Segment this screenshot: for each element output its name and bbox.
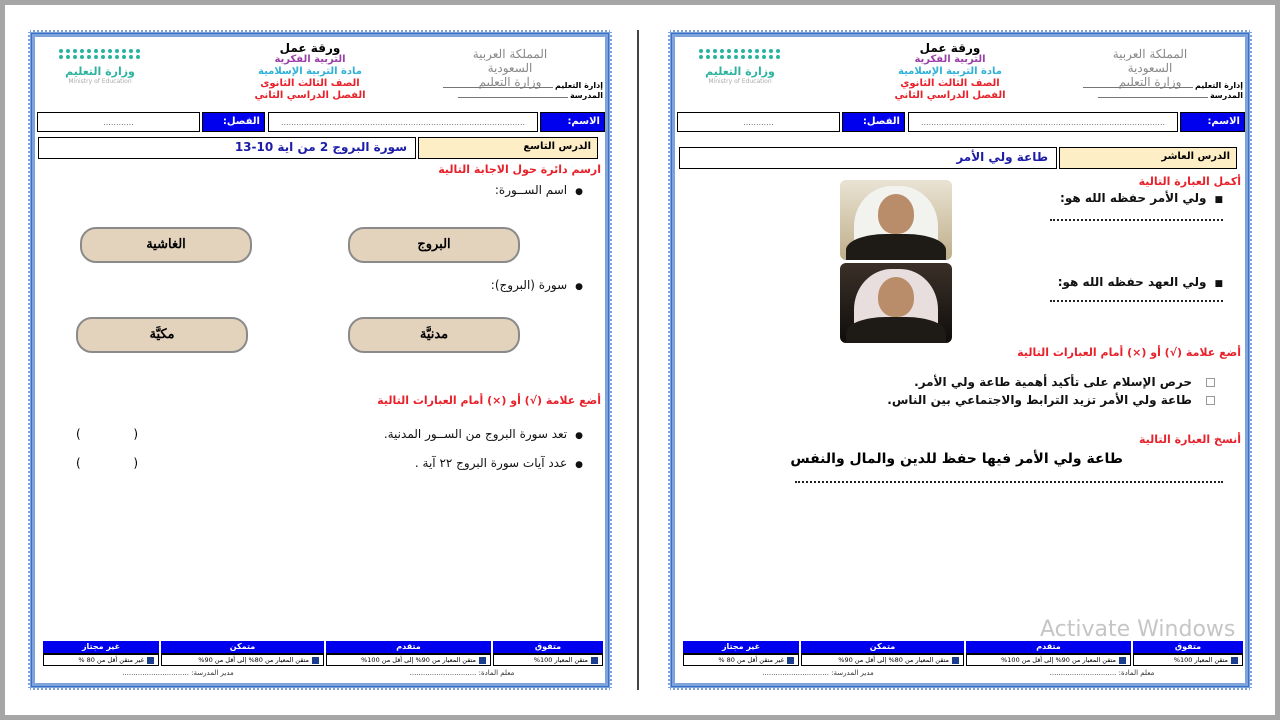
crown-prince-photo — [840, 263, 952, 343]
criterion-3[interactable]: متقن المعيار من 80% إلى أقل من 90% — [801, 653, 964, 666]
tf-answer-2[interactable]: ( ) — [76, 456, 138, 470]
circle-heading: ارسم دائرة حول الاجابة التالية — [438, 163, 601, 176]
class-label: الفصل: — [842, 112, 905, 132]
copy-answer-line[interactable] — [795, 481, 1223, 483]
lesson-title: طاعة ولي الأمر — [679, 147, 1057, 169]
copy-text: طاعة ولي الأمر فيها حفظ للدين والمال والنفس — [790, 451, 1123, 467]
checkbox-icon — [479, 657, 486, 664]
option-makkiya[interactable]: مكيَّة — [76, 317, 248, 353]
option-madaniya[interactable]: مدنيَّة — [348, 317, 520, 353]
checkbox-icon — [312, 657, 319, 664]
tf-statement-1: حرص الإسلام على تأكيد أهمية طاعة ولي الأمر. — [914, 375, 1215, 389]
checkbox-icon — [591, 657, 598, 664]
tf-statement-1: ●تعد سورة البروج من الســور المدنية. — [383, 427, 583, 441]
true-false-heading: أضع علامة (√) أو (×) أمام العبارات التالية — [1017, 346, 1241, 359]
tf-statement-2: ●عدد آيات سورة البروج ٢٢ آية . — [414, 456, 583, 470]
criterion-2[interactable]: متقن المعيار من 90% إلى أقل من 100% — [966, 653, 1131, 666]
true-false-heading: أضع علامة (√) أو (×) أمام العبارات التالية — [377, 394, 601, 407]
criterion-4[interactable]: غير متقن أقل من 80 % — [43, 653, 159, 666]
checkbox-icon — [147, 657, 154, 664]
criterion-3[interactable]: متقن المعيار من 80% إلى أقل من 90% — [161, 653, 324, 666]
option-ghashiya[interactable]: الغاشية — [80, 227, 252, 263]
name-field[interactable]: ................................................................................................ — [268, 112, 538, 132]
answer-line-1[interactable] — [1050, 219, 1223, 221]
ministry-logo: وزارة التعليم Ministry of Education — [685, 49, 795, 107]
tf-statement-2: طاعة ولي الأمر تزيد الترابط والاجتماعي بين الناس. — [887, 393, 1215, 407]
complete-1: ■ولي الأمر حفظه الله هو: — [1060, 191, 1223, 205]
checkbox-icon — [952, 657, 959, 664]
worksheet-title-block: ورقة عمل التربية الفكرية مادة التربية الإسلامية الصف الثالث الثانوى الفصل الدراسي الثاني — [254, 41, 366, 101]
criterion-2[interactable]: متقن المعيار من 90% إلى أقل من 100% — [326, 653, 491, 666]
activate-windows-watermark: Activate Windows — [1040, 617, 1236, 642]
checkbox[interactable] — [1206, 378, 1215, 387]
complete-heading: أكمل العبارة التالية — [1138, 175, 1241, 188]
checkbox-icon — [1119, 657, 1126, 664]
kingdom-seal: المملكة العربية السعودية وزارة التعليم — [472, 47, 548, 89]
class-field[interactable]: ............ — [677, 112, 840, 132]
teacher-signature: معلم المادة: .............................. — [1049, 669, 1155, 677]
name-label: الاسم: — [540, 112, 605, 132]
principal-signature: مدير المدرسة: .............................. — [762, 669, 874, 677]
teacher-signature: معلم المادة: .............................. — [409, 669, 515, 677]
complete-2: ■ولي العهد حفظه الله هو: — [1057, 275, 1223, 289]
lesson-label: الدرس التاسع — [418, 137, 598, 159]
kingdom-seal: المملكة العربية السعودية وزارة التعليم — [1112, 47, 1188, 89]
criterion-1[interactable]: متقن المعيار 100% — [1133, 653, 1243, 666]
class-label: الفصل: — [202, 112, 265, 132]
name-label: الاسم: — [1180, 112, 1245, 132]
worksheet-page-right — [668, 30, 1252, 690]
lesson-title: سورة البروج 2 من اية 10-13 — [38, 137, 416, 159]
name-field[interactable]: ................................................................................................ — [908, 112, 1178, 132]
grading-footer: متفوق متقدم متمكن غير مجتاز متقن المعيار 100% متقن المعيار من 90% إلى أقل من 100% متقن المعيار من 80% إلى أقل من 90% غير متقن أقل من 80 % معلم المادة: .............................. مدير المدرسة: .............................. — [37, 641, 603, 680]
class-field[interactable]: ............ — [37, 112, 200, 132]
ministry-logo: وزارة التعليم Ministry of Education — [45, 49, 155, 107]
principal-signature: مدير المدرسة: .............................. — [122, 669, 234, 677]
tf-answer-1[interactable]: ( ) — [76, 427, 138, 441]
option-burooj[interactable]: البروج — [348, 227, 520, 263]
admin-fields: إدارة التعليم المدرسة — [1083, 81, 1243, 101]
checkbox-icon — [787, 657, 794, 664]
grading-footer: متفوق متقدم متمكن غير مجتاز متقن المعيار 100% متقن المعيار من 90% إلى أقل من 100% متقن المعيار من 80% إلى أقل من 90% غير متقن أقل من 80 % معلم المادة: .............................. مدير المدرسة: .............................. — [677, 641, 1243, 680]
king-photo — [840, 180, 952, 260]
checkbox[interactable] — [1206, 396, 1215, 405]
question-1: ●اسم الســورة: — [494, 183, 583, 197]
question-2: ●سورة (البروج): — [490, 278, 583, 292]
copy-heading: أنسخ العبارة التالية — [1138, 433, 1241, 446]
answer-line-2[interactable] — [1050, 300, 1223, 302]
lesson-label: الدرس العاشر — [1059, 147, 1237, 169]
criterion-1[interactable]: متقن المعيار 100% — [493, 653, 603, 666]
criterion-4[interactable]: غير متقن أقل من 80 % — [683, 653, 799, 666]
page-divider — [637, 30, 639, 690]
worksheet-title-block: ورقة عمل التربية الفكرية مادة التربية الإسلامية الصف الثالث الثانوي الفصل الدراسي الثاني — [894, 41, 1006, 101]
admin-fields: إدارة التعليم المدرسة — [443, 81, 603, 101]
worksheet-page-left — [28, 30, 612, 690]
checkbox-icon — [1231, 657, 1238, 664]
